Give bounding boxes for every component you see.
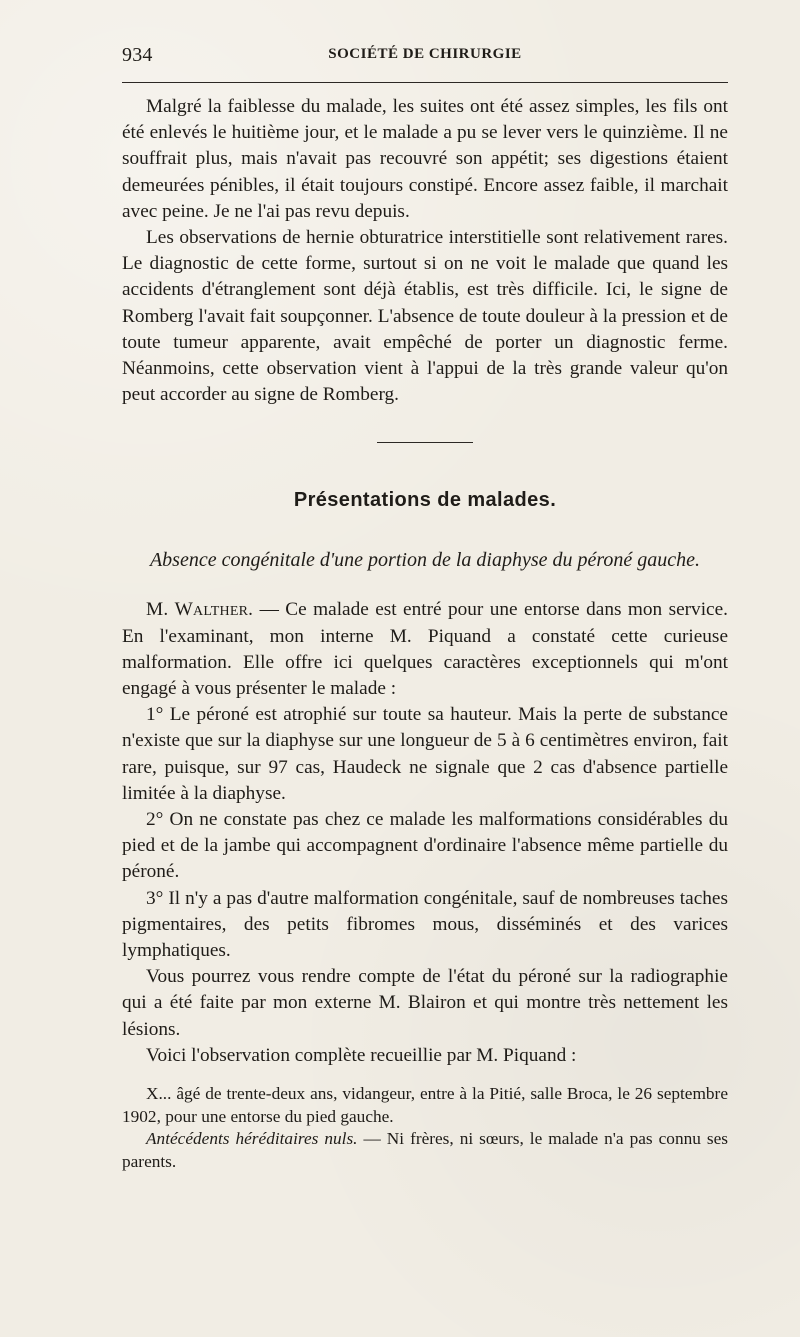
intro-text: — Ce malade est entré pour une entorse dans mon service. En l'examinant, mon interne M. Piquand a constaté cette curieuse malformation. Elle offre ici quelques caractères exceptionnels qui m'ont engagé à vous présenter le malade : — [122, 599, 728, 700]
heredity-text: — Ni frères, ni sœurs, le malade n'a pas connu ses parents. — [122, 1129, 728, 1171]
speaker-name: M. Walther. — [146, 599, 254, 621]
page-content — [122, 94, 728, 1173]
running-head: SOCIÉTÉ DE CHIRURGIE — [328, 46, 522, 62]
page-header — [122, 42, 728, 70]
paragraph-radiography: Vous pourrez vous rendre compte de l'état du péroné sur la radiographie qui a été faite par mon externe M. Blairon et qui montre très nettement les lésions. — [122, 966, 728, 1040]
observation-patient: X... âgé de trente-deux ans, vidangeur, entre à la Pitié, salle Broca, le 26 septembre 1902, pour une entorse du pied gauche. — [122, 1084, 728, 1126]
heredity-label: Antécédents héréditaires nuls. — [146, 1129, 358, 1149]
paragraph-walther-intro — [122, 597, 728, 702]
paragraph-point-1: 1° Le péroné est atrophié sur toute sa hauteur. Mais la perte de substance n'existe que sur la diaphyse sur une longueur de 5 à 6 centimètres environ, fait rare, puisque, sur 97 cas, Haudeck ne signale que 2 cas d'absence partielle limitée à la diaphyse. — [122, 704, 728, 804]
paragraph-observation-intro: Voici l'observation complète recueillie par M. Piquand : — [146, 1044, 577, 1066]
observation-heredity — [122, 1128, 728, 1173]
paragraph-point-2: 2° On ne constate pas chez ce malade les malformations considérables du pied et de la jambe qui accompagnent d'ordinaire l'absence même partielle du péroné. — [122, 809, 728, 883]
section-divider — [377, 442, 473, 443]
header-rule — [122, 82, 728, 83]
observation-block — [122, 1083, 728, 1173]
section-subtitle: Absence congénitale d'une portion de la diaphyse du péroné gauche. — [149, 549, 701, 572]
paragraph-point-3: 3° Il n'y a pas d'autre malformation congénitale, sauf de nombreuses taches pigmentaires, des petits fibromes mous, disséminés et des varices lymphatiques. — [122, 887, 728, 962]
paragraph-romberg: Les observations de hernie obturatrice interstitielle sont relativement rares. Le diagnostic de cette forme, surtout si on ne voit le malade que quand les accidents d'étranglement sont déjà établis, est très difficile. Ici, le signe de Romberg l'avait fait soupçonner. L'absence de toute douleur à la pression et de toute tumeur apparente, avait empêché de porter un diagnostic ferme. Néanmoins, cette observation vient à l'appui de la très grande valeur qu'on peut accorder au signe de Romberg. — [122, 227, 728, 406]
section-title: Présentations de malades. — [293, 489, 557, 512]
paragraph-post-op: Malgré la faiblesse du malade, les suites ont été assez simples, les fils ont été enlevés le huitième jour, et le malade a pu se lever vers le quinzième. Il ne souffrait plus, mais n'avait pas recouvré son appétit; ses digestions étaient demeurées pénibles, il était toujours constipé. Encore assez faible, il marchait avec peine. Je ne l'ai pas revu depuis. — [122, 96, 728, 222]
page-number: 934 — [122, 44, 153, 66]
